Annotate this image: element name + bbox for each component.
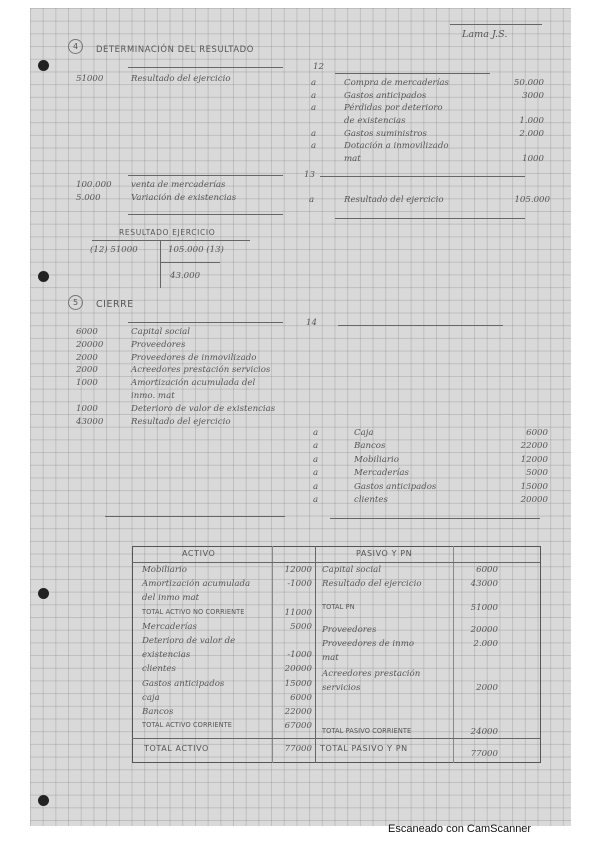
- credit-prefix: a: [313, 495, 319, 505]
- activo-row-amount: 22000: [284, 707, 312, 717]
- debit-account: Variación de existencias: [131, 193, 237, 203]
- debit-amount: 43000: [76, 416, 104, 427]
- debit-account: Acreedores prestación servicios: [131, 365, 271, 376]
- activo-row-amount: 67000: [284, 721, 312, 732]
- binder-hole: [38, 588, 49, 599]
- activo-row-amount: 11000: [284, 607, 312, 618]
- t-account-credit: 105.000 (13): [168, 245, 224, 255]
- pasivo-row-amount: 6000: [476, 565, 498, 575]
- activo-row-label: existencias: [142, 650, 191, 661]
- table-divider: [315, 546, 316, 763]
- section-title: CIERRE: [96, 299, 134, 310]
- activo-row-label: Amortización acumulada: [142, 579, 251, 590]
- credit-amount: 1.000: [519, 116, 544, 126]
- binder-hole: [38, 795, 49, 806]
- entry-rule: [128, 214, 283, 215]
- pasivo-row-amount: 2.000: [473, 639, 498, 649]
- entry-rule: [105, 516, 285, 517]
- debit-account: Resultado del ejercicio: [131, 416, 231, 427]
- pasivo-row-amount: 51000: [470, 603, 498, 613]
- credit-account: Bancos: [354, 441, 386, 452]
- debit-amount: 100.000: [76, 180, 112, 190]
- section-number: 5: [68, 295, 83, 310]
- credit-account: Dotación a inmovilizado: [344, 141, 449, 151]
- pasivo-row-label: servicios: [322, 683, 361, 693]
- debit-amount: 20000: [76, 339, 104, 350]
- activo-row-label: Mercaderías: [142, 621, 197, 632]
- debit-account: Proveedores de inmovilizado: [131, 352, 257, 363]
- credit-prefix: a: [313, 468, 319, 479]
- pasivo-row-label: Acreedores prestación: [322, 669, 421, 679]
- total-activo-label: TOTAL ACTIVO: [144, 744, 209, 753]
- credit-prefix: a: [313, 441, 319, 452]
- pasivo-row-label: Proveedores: [322, 625, 377, 635]
- debit-account: Deterioro de valor de existencias: [131, 403, 276, 414]
- credit-account: Mobiliario: [354, 454, 399, 465]
- debit-amount: 1000: [76, 378, 98, 389]
- binder-hole: [38, 60, 49, 71]
- entry-rule: [335, 73, 490, 74]
- activo-row-amount: 15000: [284, 678, 312, 689]
- activo-row-label: TOTAL ACTIVO NO CORRIENTE: [142, 607, 245, 616]
- credit-account: Gastos suministros: [344, 129, 427, 139]
- header-rule: [450, 24, 542, 25]
- activo-row-label: Gastos anticipados: [142, 678, 225, 689]
- activo-row-amount: 5000: [290, 621, 312, 632]
- credit-account: Resultado del ejercicio: [344, 195, 444, 205]
- credit-amount: 22000: [520, 441, 548, 452]
- credit-account: mat: [344, 154, 361, 164]
- credit-account: de existencias: [344, 116, 406, 126]
- total-pasivo-label: TOTAL PASIVO Y PN: [320, 744, 408, 753]
- credit-prefix: a: [311, 141, 317, 151]
- activo-header: ACTIVO: [182, 549, 216, 558]
- entry-rule: [335, 218, 525, 219]
- debit-amount: 1000: [76, 403, 98, 414]
- credit-amount: 6000: [526, 428, 548, 438]
- credit-amount: 2.000: [519, 129, 544, 139]
- activo-row-label: Bancos: [142, 707, 174, 717]
- pasivo-row-label: TOTAL PN: [322, 603, 355, 611]
- debit-amount: 51000: [76, 74, 104, 84]
- pasivo-row-amount: 20000: [470, 625, 498, 635]
- debit-amount: 6000: [76, 327, 98, 337]
- credit-prefix: a: [311, 103, 317, 113]
- pasivo-row-amount: 43000: [470, 579, 498, 589]
- pasivo-row-label: Resultado del ejercicio: [322, 579, 422, 589]
- credit-amount: 20000: [520, 495, 548, 505]
- credit-amount: 12000: [520, 454, 548, 465]
- pasivo-row-label: TOTAL PASIVO CORRIENTE: [322, 727, 412, 735]
- credit-prefix: a: [311, 78, 317, 88]
- credit-prefix: a: [313, 454, 319, 465]
- section-number: 4: [68, 39, 83, 54]
- debit-account: Amortización acumulada del: [131, 378, 256, 389]
- credit-prefix: a: [313, 428, 319, 438]
- credit-account: Caja: [354, 428, 374, 438]
- credit-prefix: a: [311, 91, 317, 101]
- entry-rule: [128, 175, 283, 176]
- credit-account: Mercaderías: [354, 468, 409, 479]
- debit-account: Capital social: [131, 327, 191, 337]
- total-activo-amount: 77000: [284, 744, 312, 754]
- credit-amount: 5000: [526, 468, 548, 479]
- entry-rule: [128, 67, 283, 68]
- activo-row-amount: -1000: [287, 579, 312, 590]
- activo-row-label: Mobiliario: [142, 565, 187, 575]
- table-total-rule: [132, 738, 540, 739]
- pasivo-row-label: mat: [322, 653, 339, 663]
- credit-amount: 3000: [522, 91, 544, 101]
- pasivo-row-label: Proveedores de inmo: [322, 639, 415, 649]
- activo-row-amount: 20000: [284, 664, 312, 675]
- t-account-divider: [160, 240, 161, 288]
- entry-number: 12: [313, 62, 324, 72]
- activo-row-label: clientes: [142, 664, 176, 675]
- credit-account: Compra de mercaderías: [344, 78, 449, 88]
- total-pasivo-amount: 77000: [470, 749, 498, 759]
- entry-rule: [320, 176, 525, 177]
- pasivo-row-amount: 2000: [476, 683, 498, 693]
- page-tag: Lama J.S.: [462, 29, 508, 40]
- debit-account: Resultado del ejercicio: [131, 74, 231, 84]
- credit-amount: 15000: [520, 481, 548, 492]
- entry-number: 13: [304, 170, 315, 180]
- debit-account: Proveedores: [131, 339, 186, 350]
- activo-row-label: caja: [142, 692, 160, 703]
- pasivo-row-label: Capital social: [322, 565, 382, 575]
- pasivo-header: PASIVO Y PN: [356, 549, 413, 558]
- entry-rule: [128, 322, 283, 323]
- credit-amount: 1000: [522, 154, 544, 164]
- binder-hole: [38, 271, 49, 282]
- activo-row-amount: 6000: [290, 692, 312, 703]
- credit-amount: 50.000: [513, 78, 544, 88]
- entry-rule: [330, 518, 540, 519]
- credit-prefix: a: [309, 195, 315, 205]
- activo-row-label: del inmo mat: [142, 593, 200, 604]
- activo-row-amount: -1000: [287, 650, 312, 661]
- t-account-debit: (12) 51000: [90, 245, 138, 255]
- activo-row-label: Deterioro de valor de: [142, 636, 236, 646]
- debit-account: inmo. mat: [131, 391, 175, 401]
- t-account-title: RESULTADO EJERCICIO: [119, 228, 216, 237]
- credit-prefix: a: [311, 129, 317, 139]
- section-title: DETERMINACIÓN DEL RESULTADO: [96, 44, 254, 54]
- activo-row-label: TOTAL ACTIVO CORRIENTE: [142, 721, 233, 730]
- debit-amount: 2000: [76, 352, 98, 363]
- credit-prefix: a: [313, 481, 319, 492]
- entry-rule: [338, 325, 503, 326]
- credit-account: Gastos anticipados: [344, 91, 427, 101]
- t-account-rule: [160, 262, 220, 263]
- t-account-rule: [92, 240, 250, 241]
- entry-number: 14: [306, 318, 317, 328]
- credit-account: Gastos anticipados: [354, 481, 437, 492]
- credit-amount: 105.000: [514, 195, 550, 205]
- activo-row-amount: 12000: [284, 565, 312, 575]
- scanner-watermark: Escaneado con CamScanner: [388, 823, 532, 835]
- table-header-rule: [132, 562, 540, 563]
- pasivo-row-amount: 24000: [470, 727, 498, 737]
- debit-account: venta de mercaderías: [131, 180, 226, 190]
- debit-amount: 5.000: [76, 193, 101, 203]
- debit-amount: 2000: [76, 365, 98, 376]
- credit-account: Pérdidas por deterioro: [344, 103, 443, 113]
- t-account-balance: 43.000: [170, 271, 201, 281]
- credit-account: clientes: [354, 495, 388, 505]
